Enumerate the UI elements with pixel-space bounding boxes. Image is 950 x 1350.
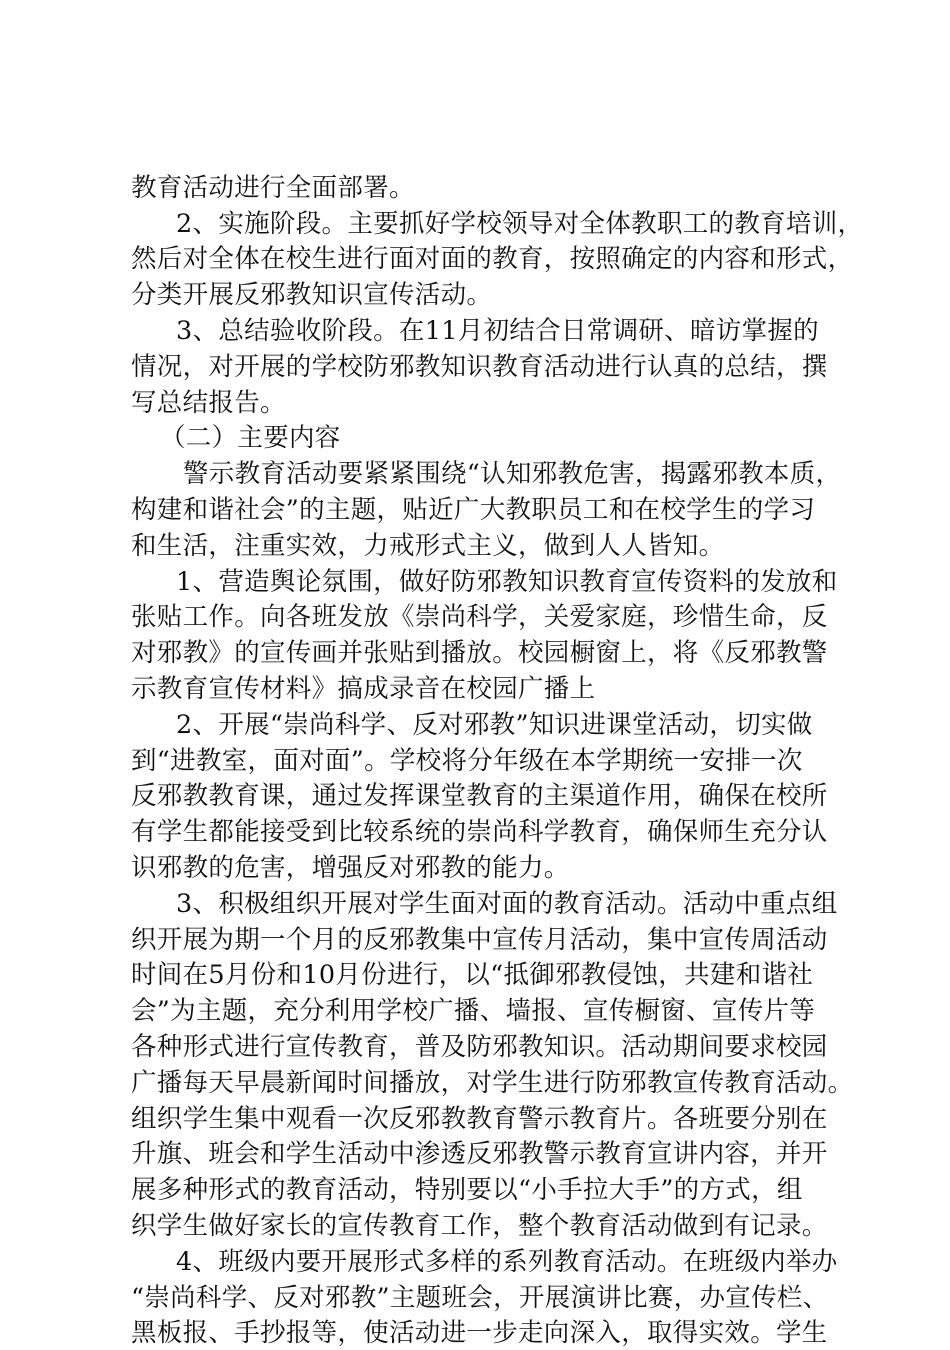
text-line: 然后对全体在校生进行面对面的教育，按照确定的内容和形式， [131,244,854,274]
text-line: 情况，对开展的学校防邪教知识教育活动进行认真的总结，撰 [131,352,828,382]
text-line: 示教育宣传材料》搞成录音在校园广播上 [131,674,596,704]
text-line: 张贴工作。向各班发放《崇尚科学，关爱家庭，珍惜生命，反 [131,602,828,632]
text-line: 3、总结验收阶段。在11月初结合日常调研、暗访掌握的 [176,316,819,346]
text-line: 对邪教》的宣传画并张贴到播放。校园橱窗上，将《反邪教警 [131,638,828,668]
text-line: 时间在5月份和10月份进行，以“抵御邪教侵蚀，共建和谐社 [131,960,814,990]
text-line: 2、开展“崇尚科学、反对邪教”知识进课堂活动，切实做 [176,710,813,740]
text-line: 有学生都能接受到比较系统的崇尚科学教育，确保师生充分认 [131,817,828,847]
text-line: 分类开展反邪教知识宣传活动。 [131,280,493,310]
text-line: 写总结报告。 [131,388,286,418]
text-line: 构建和谐社会”的主题，贴近广大教职员工和在校学生的学习 [131,495,816,525]
text-line: 织开展为期一个月的反邪教集中宣传月活动，集中宣传周活动 [131,925,828,955]
text-line: 3、积极组织开展对学生面对面的教育活动。活动中重点组 [176,889,838,919]
text-line: 教育活动进行全面部署。 [131,173,415,203]
text-line: 展多种形式的教育活动，特别要以“小手拉大手”的方式，组 [131,1175,803,1205]
text-line: 2、实施阶段。主要抓好学校领导对全体教职工的教育培训， [176,209,864,239]
text-line: 组织学生集中观看一次反邪教教育警示教育片。各班要分别在 [131,1104,828,1134]
text-line: 到“进教室，面对面”。学校将分年级在本学期统一安排一次 [131,746,803,776]
text-line: 1、营造舆论氛围，做好防邪教知识教育宣传资料的发放和 [176,567,838,597]
text-line: 各种形式进行宣传教育，普及防邪教知识。活动期间要求校园 [131,1032,828,1062]
text-line: “崇尚科学、反对邪教”主题班会，开展演讲比赛，办宣传栏、 [131,1283,829,1313]
text-line: 织学生做好家长的宣传教育工作，整个教育活动做到有记录。 [131,1211,828,1241]
text-line: 和生活，注重实效，力戒形式主义，做到人人皆知。 [131,531,725,561]
section-heading: （二）主要内容 [160,423,341,453]
text-line: 警示教育活动要紧紧围绕“认知邪教危害，揭露邪教本质， [183,459,842,489]
text-line: 识邪教的危害，增强反对邪教的能力。 [131,853,570,883]
text-line: 4、班级内要开展形式多样的系列教育活动。在班级内举办 [176,1247,838,1277]
text-line: 升旗、班会和学生活动中渗透反邪教警示教育宣讲内容，并开 [131,1139,828,1169]
text-line: 黑板报、手抄报等，使活动进一步走向深入，取得实效。学生 [131,1318,828,1348]
text-line: 广播每天早晨新闻时间播放，对学生进行防邪教宣传教育活动。 [131,1068,854,1098]
text-line: 反邪教教育课，通过发挥课堂教育的主渠道作用，确保在校所 [131,781,828,811]
text-line: 会”为主题，充分利用学校广播、墙报、宣传橱窗、宣传片等 [131,996,816,1026]
